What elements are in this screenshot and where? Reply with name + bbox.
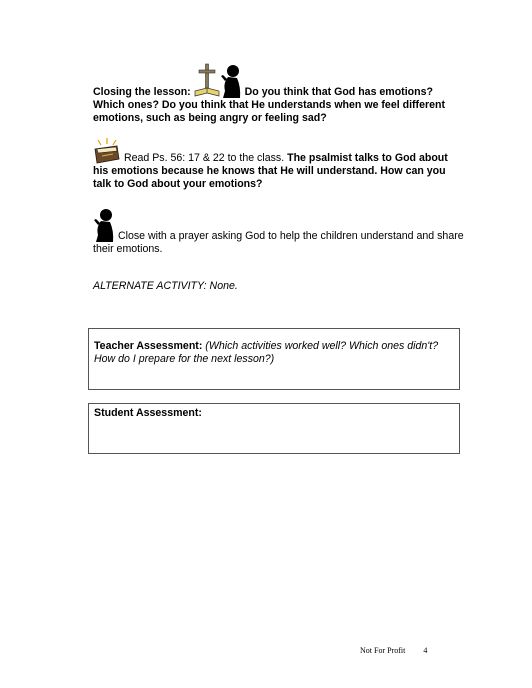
closing-label: Closing the lesson: (93, 86, 191, 98)
praying-child-icon (93, 207, 115, 243)
teacher-assessment-box (88, 328, 460, 390)
student-assessment-box (88, 403, 460, 454)
alternate-activity: ALTERNATE ACTIVITY: None. (93, 280, 238, 292)
prayer-text: Close with a prayer asking God to help the children understand and share their emotions. (93, 230, 464, 255)
cross-bible-icon (194, 63, 220, 99)
prayer-paragraph (93, 207, 465, 256)
open-bible-icon (93, 137, 121, 165)
teacher-assessment-prompt: (Which activities worked well? Which ones didn't? How do I prepare for the next lesson?) (94, 340, 439, 365)
page-number: 4 (423, 646, 428, 655)
reading-bold-text: The psalmist talks to God about his emotions because he knows that He will understand. How can you talk to God about your emotions? (93, 152, 448, 190)
footer-text: Not For Profit (360, 646, 406, 655)
page-footer (360, 646, 427, 655)
closing-paragraph (93, 63, 465, 125)
student-assessment-label: Student Assessment: (94, 407, 202, 419)
reading-text: Read Ps. 56: 17 & 22 to the class. (123, 152, 285, 164)
praying-child-icon (220, 63, 242, 99)
reading-paragraph (93, 137, 465, 191)
teacher-assessment-label: Teacher Assessment: (94, 340, 203, 352)
closing-text: Do you think that God has emotions? Which ones? Do you think that He understands when we feel different emotions, such as being angry or feeling sad? (93, 86, 445, 124)
